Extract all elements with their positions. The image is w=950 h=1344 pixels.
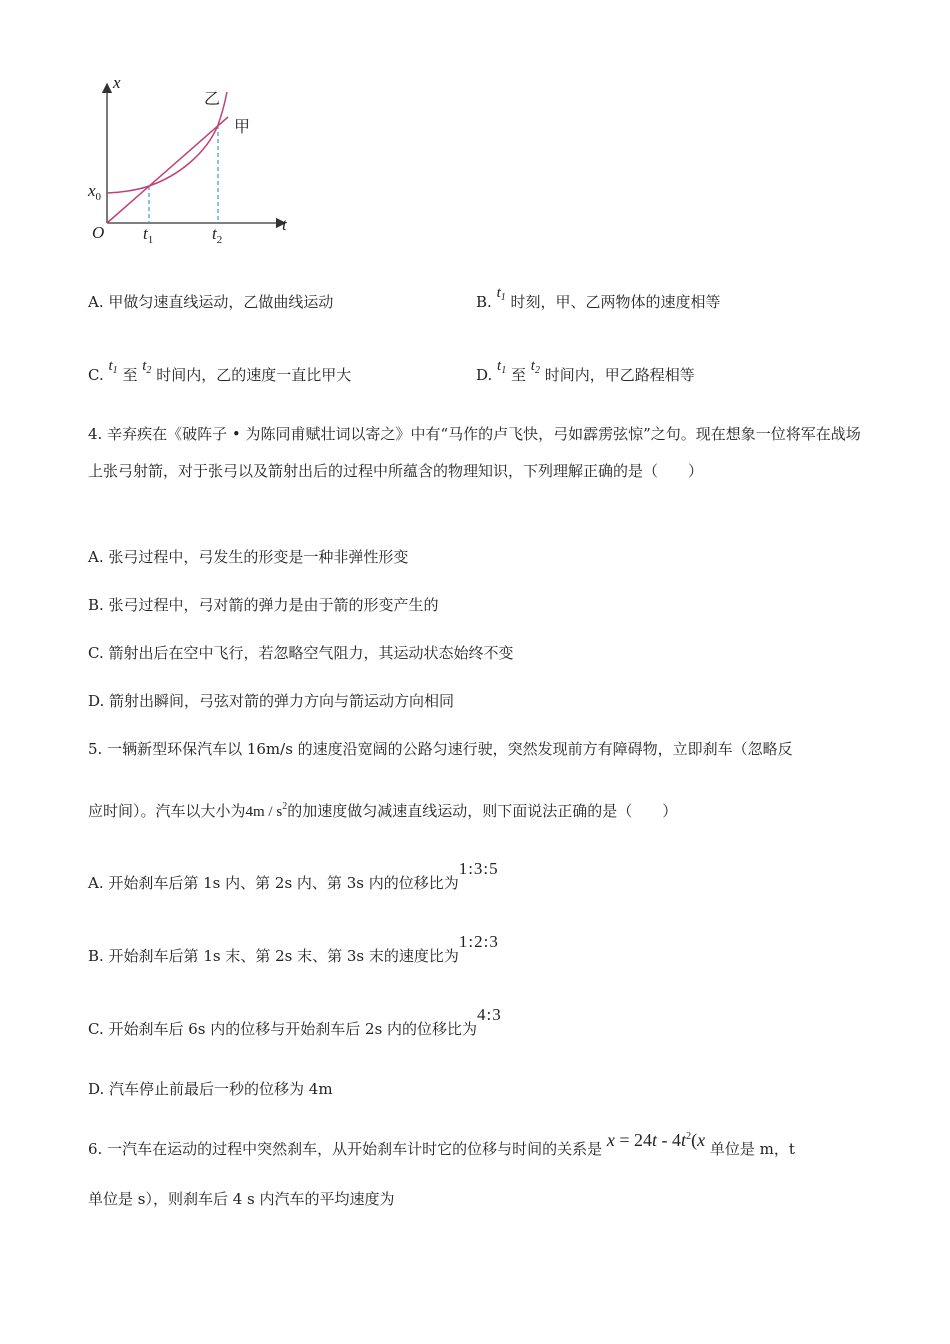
q4-option-b: B. 张弓过程中，弓对箭的弹力是由于箭的形变产生的 (88, 596, 439, 614)
q5-stem-line1: 5. 一辆新型环保汽车以 16m/s 的速度沿宽阔的公路匀速行驶，突然发现前方有障碍物，立即刹车（忽略反 (88, 740, 793, 758)
x0-label: $x_0$ (88, 181, 102, 203)
line-jia (107, 117, 228, 223)
q5-option-d: D. 汽车停止前最后一秒的位移为 4m (88, 1080, 333, 1098)
q4-option-d: D. 箭射出瞬间，弓弦对箭的弹力方向与箭运动方向相同 (88, 692, 455, 710)
q3-option-a: A. 甲做匀速直线运动，乙做曲线运动 (88, 293, 334, 311)
origin-label: O (92, 223, 105, 242)
curve-yi-label: 乙 (204, 89, 221, 108)
t2-label: $t_2$ (212, 224, 223, 246)
q3-option-b: B. $t_1$ 时刻，甲、乙两物体的速度相等 (476, 285, 721, 311)
q3-option-d: D. $t_1$ 至 $t_2$ 时间内，甲乙路程相等 (476, 358, 695, 384)
q4-option-c: C. 箭射出后在空中飞行，若忽略空气阻力，其运动状态始终不变 (88, 644, 514, 662)
q4-option-a: A. 张弓过程中，弓发生的形变是一种非弹性形变 (88, 548, 409, 566)
q5-option-b: B. 开始刹车后第 1s 末、第 2s 末、第 3s 末的速度比为1:2:3 (88, 932, 499, 965)
q5-option-a: A. 开始刹车后第 1s 内、第 2s 内、第 3s 内的位移比为1:3:5 (88, 859, 499, 892)
axis-x-label: x (113, 73, 121, 92)
q4-stem: 4. 辛弃疾在《破阵子 • 为陈同甫赋壮词以寄之》中有“马作的卢飞快，弓如霹雳弦惊”之句。现在想象一位将军在战场上张弓射箭，对于张弓以及箭射出后的过程中所蕴含的物理知识，下列理解正确的是（ ） (88, 425, 861, 480)
q6-equation: $x = 24t - 4t^2(x$ (606, 1130, 706, 1150)
curve-jia-label: 甲 (234, 117, 251, 136)
q6-stem-line2: 单位是 s），则刹车后 4 s 内汽车的平均速度为 (88, 1190, 395, 1208)
q5-option-c: C. 开始刹车后 6s 内的位移与开始刹车后 2s 内的位移比为4:3 (88, 1005, 502, 1038)
q3-option-c: C. $t_1$ 至 $t_2$ 时间内，乙的速度一直比甲大 (88, 358, 352, 384)
q5-stem-line2: 应时间）。汽车以大小为$4m / s^2$的加速度做匀减速直线运动，则下面说法正确的是（ ） (88, 801, 678, 820)
axis-t-label: t (282, 215, 287, 234)
t1-label: $t_1$ (143, 224, 154, 246)
x-t-graph (80, 70, 310, 250)
q6-stem-line1: 6. 一汽车在运动的过程中突然刹车，从开始刹车计时它的位移与时间的关系是 $x = 24t - 4t^2(x$ 单位是 m，t (88, 1130, 795, 1158)
